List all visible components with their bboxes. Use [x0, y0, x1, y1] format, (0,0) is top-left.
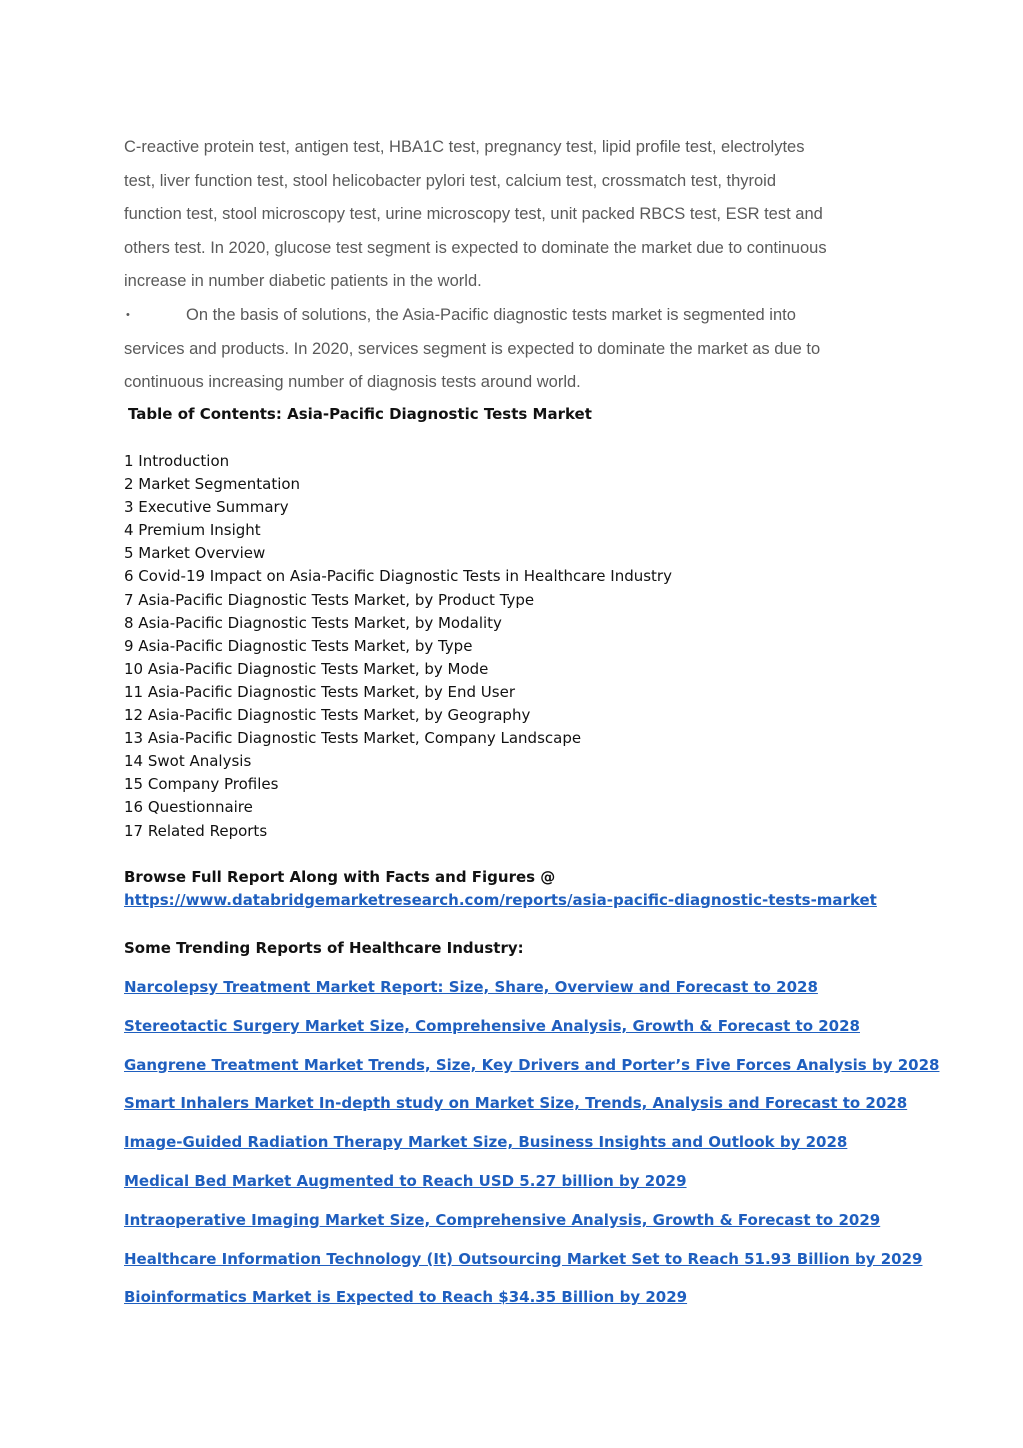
report-link-medical-bed[interactable]: Medical Bed Market Augmented to Reach USD 5.27 billion by 2029 — [124, 1171, 687, 1190]
toc-item: 10 Asia-Pacific Diagnostic Tests Market, by Mode — [124, 659, 489, 678]
toc-item: 14 Swot Analysis — [124, 752, 252, 771]
report-link-stereotactic-surgery[interactable]: Stereotactic Surgery Market Size, Comprehensive Analysis, Growth & Forecast to 2028 — [124, 1016, 860, 1035]
intro-line: test, liver function test, stool helicobacter pylori test, calcium test, crossmatch test, thyroid — [124, 171, 777, 190]
toc-item: 8 Asia-Pacific Diagnostic Tests Market, by Modality — [124, 613, 502, 632]
toc-item: 13 Asia-Pacific Diagnostic Tests Market, Company Landscape — [124, 729, 582, 748]
toc-item: 4 Premium Insight — [124, 521, 261, 540]
toc-item: 9 Asia-Pacific Diagnostic Tests Market, by Type — [124, 636, 473, 655]
list-item — [124, 1015, 939, 1054]
intro-line: function test, stool microscopy test, urine microscopy test, unit packed RBCS test, ESR test and — [124, 205, 823, 224]
intro-line: increase in number diabetic patients in the world. — [124, 272, 482, 291]
toc-heading: Table of Contents: Asia-Pacific Diagnostic Tests Market — [128, 405, 592, 423]
full-report-link[interactable]: https://www.databridgemarketresearch.com/reports/asia-pacific-diagnostic-tests-market — [124, 891, 877, 909]
report-link-image-guided-radiation[interactable]: Image-Guided Radiation Therapy Market Size, Business Insights and Outlook by 2028 — [124, 1133, 848, 1152]
browse-label: Browse Full Report Along with Facts and Figures @ — [124, 868, 556, 886]
bullet-line: On the basis of solutions, the Asia-Pacific diagnostic tests market is segmented into — [186, 305, 796, 324]
toc-item: 5 Market Overview — [124, 544, 266, 563]
toc-item: 1 Introduction — [124, 452, 230, 470]
intro-paragraph — [124, 131, 904, 299]
toc-item: 16 Questionnaire — [124, 798, 253, 817]
report-link-gangrene-treatment[interactable]: Gangrene Treatment Market Trends, Size, Key Drivers and Porter’s Five Forces Analysis by 2028 — [124, 1055, 940, 1074]
list-item — [124, 1054, 939, 1093]
report-link-intraoperative-imaging[interactable]: Intraoperative Imaging Market Size, Comprehensive Analysis, Growth & Forecast to 2029 — [124, 1210, 881, 1229]
report-link-smart-inhalers[interactable]: Smart Inhalers Market In-depth study on Market Size, Trends, Analysis and Forecast to 2028 — [124, 1094, 908, 1113]
intro-line: C-reactive protein test, antigen test, HBA1C test, pregnancy test, lipid profile test, electrolytes — [124, 138, 805, 156]
list-item — [124, 1131, 939, 1170]
list-item — [124, 1209, 939, 1248]
browse-full-report — [124, 866, 877, 912]
list-item — [124, 1248, 939, 1287]
bullet-first-line — [124, 299, 904, 333]
bullet-line: continuous increasing number of diagnosis tests around world. — [124, 373, 581, 392]
solutions-bullet-paragraph — [124, 299, 904, 400]
toc-item: 11 Asia-Pacific Diagnostic Tests Market, by End User — [124, 682, 515, 701]
toc-item: 17 Related Reports — [124, 821, 268, 840]
report-link-bioinformatics[interactable]: Bioinformatics Market is Expected to Reach $34.35 Billion by 2029 — [124, 1288, 688, 1307]
list-item — [124, 1092, 939, 1131]
toc-item: 6 Covid-19 Impact on Asia-Pacific Diagnostic Tests in Healthcare Industry — [124, 567, 672, 586]
toc-list — [124, 450, 672, 843]
trending-reports-list — [124, 976, 939, 1325]
report-link-narcolepsy[interactable]: Narcolepsy Treatment Market Report: Size, Share, Overview and Forecast to 2028 — [124, 978, 818, 996]
toc-item: 12 Asia-Pacific Diagnostic Tests Market, by Geography — [124, 706, 531, 725]
list-item — [124, 976, 939, 1015]
toc-item: 7 Asia-Pacific Diagnostic Tests Market, by Product Type — [124, 590, 535, 609]
list-item — [124, 1170, 939, 1209]
toc-item: 2 Market Segmentation — [124, 475, 301, 494]
toc-item: 3 Executive Summary — [124, 498, 289, 517]
bullet-line: services and products. In 2020, services segment is expected to dominate the market as due to — [124, 339, 821, 358]
list-item — [124, 1286, 939, 1325]
report-link-healthcare-it-outsourcing[interactable]: Healthcare Information Technology (It) Outsourcing Market Set to Reach 51.93 Billion by 2029 — [124, 1249, 923, 1268]
bullet-icon: • — [126, 308, 130, 321]
toc-item: 15 Company Profiles — [124, 775, 279, 794]
intro-line: others test. In 2020, glucose test segment is expected to dominate the market due to continuous — [124, 238, 827, 257]
intro-section — [124, 131, 904, 400]
trending-reports-heading: Some Trending Reports of Healthcare Industry: — [124, 939, 524, 957]
